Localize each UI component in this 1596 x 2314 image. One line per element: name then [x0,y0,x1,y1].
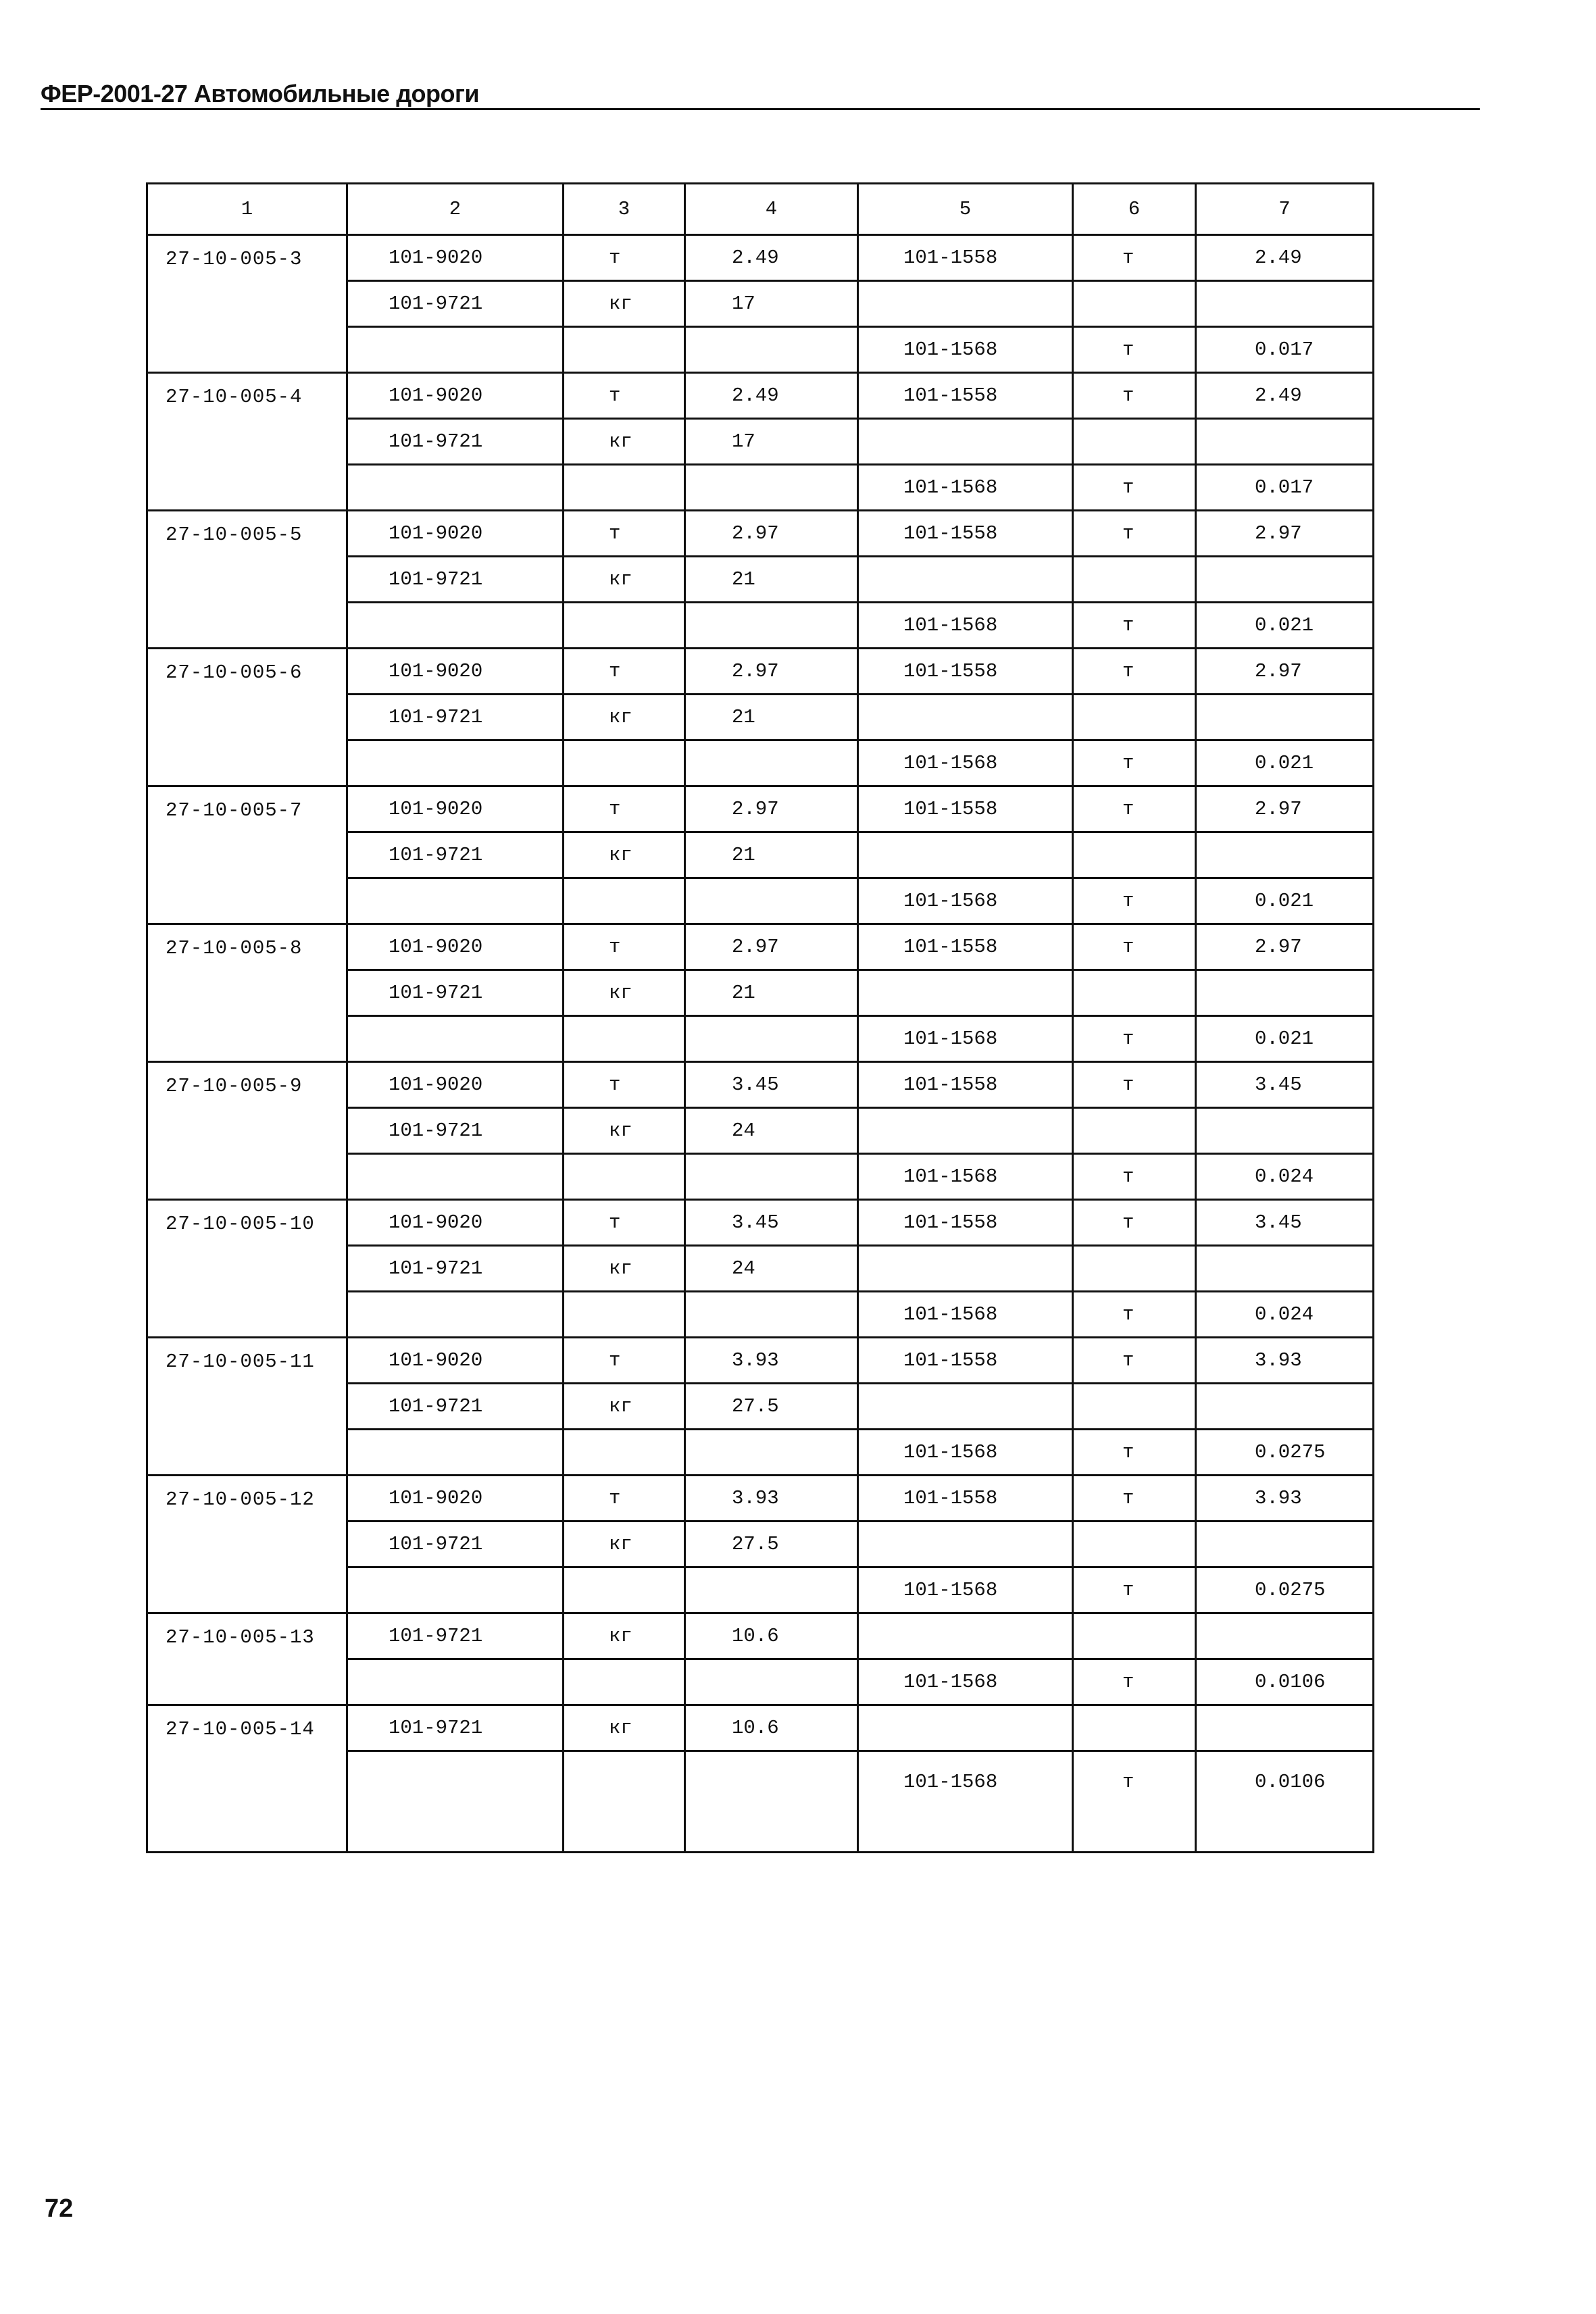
table-cell: т [1073,1659,1196,1705]
table-cell [1073,832,1196,878]
table-cell: т [564,924,685,970]
rate-code-cell: 27-10-005-4 [147,373,347,511]
table-cell: 101-1568 [858,1751,1073,1853]
table-cell: кг [564,1705,685,1751]
table-cell: 101-9721 [347,281,564,327]
table-cell: т [564,1062,685,1108]
table-cell [858,1705,1073,1751]
table-cell [1073,1384,1196,1430]
column-number-cell: 1 [147,184,347,235]
table-cell [347,465,564,511]
table-cell: т [1073,1476,1196,1521]
table-cell: 0.024 [1196,1292,1374,1338]
document-title: ФЕР-2001-27 Автомобильные дороги [41,80,480,107]
table-cell [685,740,858,786]
table-cell [858,1521,1073,1567]
table-cell: 101-1558 [858,1062,1073,1108]
table-cell: 101-1568 [858,1659,1073,1705]
table-cell: 0.024 [1196,1154,1374,1200]
table-cell [1196,1521,1374,1567]
table-cell [1196,1384,1374,1430]
table-cell [1196,1705,1374,1751]
table-cell: 27.5 [685,1521,858,1567]
table-cell: 101-1568 [858,465,1073,511]
table-cell: т [1073,1016,1196,1062]
table-cell [858,419,1073,465]
table-cell: т [1073,786,1196,832]
table-cell: 2.97 [1196,924,1374,970]
rate-code-cell: 27-10-005-9 [147,1062,347,1200]
table-cell: 101-9020 [347,649,564,695]
table-cell: 3.45 [685,1062,858,1108]
table-cell: кг [564,1108,685,1154]
table-cell: 101-9721 [347,832,564,878]
table-cell: т [1073,649,1196,695]
table-cell: 3.45 [1196,1062,1374,1108]
table-row [147,786,1374,832]
table-row [147,511,1374,557]
table-cell [564,1292,685,1338]
table-cell: т [1073,373,1196,419]
table-cell [685,603,858,649]
table-row [147,1613,1374,1659]
table-cell: т [564,511,685,557]
table-cell [685,1154,858,1200]
table-cell [564,878,685,924]
table-row [147,1476,1374,1521]
table-cell [685,878,858,924]
table-cell: 21 [685,970,858,1016]
table-cell: 101-1558 [858,373,1073,419]
table-cell: т [564,1476,685,1521]
table-cell: т [1073,1751,1196,1853]
table-cell: 21 [685,695,858,740]
table-cell [1073,419,1196,465]
table-cell [1196,695,1374,740]
table-cell: т [1073,511,1196,557]
table-cell [347,1292,564,1338]
table-cell: 101-1558 [858,649,1073,695]
table-cell [685,1659,858,1705]
rate-code-cell: 27-10-005-13 [147,1613,347,1705]
table-cell: т [1073,1338,1196,1384]
rate-code-cell: 27-10-005-7 [147,786,347,924]
table-cell [858,1384,1073,1430]
table-cell: 101-9020 [347,511,564,557]
table-cell: 3.45 [685,1200,858,1246]
table-cell: т [1073,1154,1196,1200]
table-cell [858,1108,1073,1154]
table-cell [1196,419,1374,465]
table-cell: 101-1568 [858,740,1073,786]
table-cell: 2.97 [1196,786,1374,832]
table-row [147,373,1374,419]
rate-code-cell: 27-10-005-11 [147,1338,347,1476]
table-cell [1073,281,1196,327]
table-cell [1196,557,1374,603]
table-cell: 101-1568 [858,1292,1073,1338]
table-cell: 0.021 [1196,740,1374,786]
table-cell: 101-9020 [347,1062,564,1108]
table-cell: 2.97 [685,924,858,970]
table-cell: т [1073,1567,1196,1613]
table-cell: 0.017 [1196,465,1374,511]
table-cell: кг [564,1521,685,1567]
table-cell: 17 [685,419,858,465]
table-cell [858,1613,1073,1659]
table-row [147,235,1374,281]
table-cell [685,1567,858,1613]
table-cell: 0.017 [1196,327,1374,373]
rate-code-cell: 27-10-005-12 [147,1476,347,1613]
table-cell: 2.49 [685,373,858,419]
table-cell [685,1751,858,1853]
table-cell [858,832,1073,878]
table-cell: 2.97 [1196,649,1374,695]
table-cell: 3.45 [1196,1200,1374,1246]
table-cell [564,603,685,649]
table-cell [858,281,1073,327]
table-cell: т [564,1338,685,1384]
rate-code-cell: 27-10-005-14 [147,1705,347,1853]
table-cell: кг [564,1384,685,1430]
rate-code-cell: 27-10-005-8 [147,924,347,1062]
table-cell: 2.97 [685,649,858,695]
rate-code-cell: 27-10-005-6 [147,649,347,786]
table-cell: т [564,1200,685,1246]
column-number-cell: 5 [858,184,1073,235]
table-cell [564,465,685,511]
table-cell [564,1430,685,1476]
table-cell [685,1016,858,1062]
table-cell: 101-9020 [347,924,564,970]
table-cell: 101-9721 [347,557,564,603]
table-cell [564,1751,685,1853]
table-cell: 0.021 [1196,878,1374,924]
table-cell: 0.0275 [1196,1430,1374,1476]
rate-code-cell: 27-10-005-3 [147,235,347,373]
table-cell: кг [564,832,685,878]
rate-code-cell: 27-10-005-5 [147,511,347,649]
table-cell [1196,970,1374,1016]
table-cell: 0.0106 [1196,1751,1374,1853]
table-cell: 2.97 [1196,511,1374,557]
table-cell: т [564,786,685,832]
table-cell: 101-1568 [858,1567,1073,1613]
resource-table [146,182,1374,1853]
table-cell: 101-9020 [347,1200,564,1246]
table-cell [685,1292,858,1338]
table-cell: 101-9020 [347,1338,564,1384]
table-cell [1073,557,1196,603]
table-cell: 0.021 [1196,603,1374,649]
table-cell: т [1073,740,1196,786]
table-cell [347,1659,564,1705]
table-cell: 101-9721 [347,419,564,465]
table-cell: 101-9020 [347,235,564,281]
table-cell [1196,832,1374,878]
table-cell: 101-1558 [858,924,1073,970]
table-body [147,184,1374,1853]
table-cell [1073,1108,1196,1154]
table-cell: кг [564,695,685,740]
table-cell [858,970,1073,1016]
table-cell: 101-9721 [347,695,564,740]
table-cell [685,1430,858,1476]
table-row [147,1200,1374,1246]
table-row [147,924,1374,970]
table-cell: 3.93 [1196,1338,1374,1384]
column-number-cell: 7 [1196,184,1374,235]
table-cell [1073,1246,1196,1292]
table-cell: 24 [685,1246,858,1292]
table-cell: т [564,373,685,419]
rate-code-cell: 27-10-005-10 [147,1200,347,1338]
table-cell: кг [564,557,685,603]
table-cell: т [1073,1430,1196,1476]
table-cell: 21 [685,557,858,603]
table-cell [347,1751,564,1853]
table-cell: 0.0106 [1196,1659,1374,1705]
table-cell: 101-1558 [858,1338,1073,1384]
table-cell: т [1073,1062,1196,1108]
table-cell: 0.0275 [1196,1567,1374,1613]
table-cell: 101-1568 [858,1016,1073,1062]
table-cell: 101-9020 [347,786,564,832]
table-cell: т [1073,327,1196,373]
table-cell [347,327,564,373]
table-cell: т [1073,1200,1196,1246]
table-cell: 101-9721 [347,1384,564,1430]
column-number-row [147,184,1374,235]
header-divider [41,108,1480,110]
table-cell [564,1659,685,1705]
table-cell: 2.49 [685,235,858,281]
table-row [147,1705,1374,1751]
table-cell [564,1016,685,1062]
table-cell: 101-1558 [858,511,1073,557]
table-cell [1073,1613,1196,1659]
table-cell: 24 [685,1108,858,1154]
table-cell [1073,970,1196,1016]
table-cell: кг [564,1613,685,1659]
table-cell [858,557,1073,603]
table-cell: 10.6 [685,1705,858,1751]
table-cell [858,1246,1073,1292]
table-cell: 21 [685,832,858,878]
table-cell: 101-1558 [858,1200,1073,1246]
table-cell [685,465,858,511]
table-cell: 101-1568 [858,603,1073,649]
table-cell [347,1430,564,1476]
table-cell: 10.6 [685,1613,858,1659]
table-cell [347,1567,564,1613]
page-number: 72 [45,2194,74,2223]
table-cell: 101-9721 [347,1521,564,1567]
table-cell: 0.021 [1196,1016,1374,1062]
table-cell: 27.5 [685,1384,858,1430]
table-cell [347,1016,564,1062]
table-cell [347,740,564,786]
table-cell: 101-9721 [347,1705,564,1751]
table-cell [1196,1613,1374,1659]
table-cell: 101-1568 [858,878,1073,924]
table-cell: 101-9721 [347,1246,564,1292]
table-cell [1073,1705,1196,1751]
table-cell: 2.97 [685,786,858,832]
table-cell: 17 [685,281,858,327]
table-cell [1196,1108,1374,1154]
column-number-cell: 2 [347,184,564,235]
table-cell: т [564,649,685,695]
table-cell: 101-9721 [347,1613,564,1659]
table-cell [1073,695,1196,740]
table-cell: 3.93 [685,1476,858,1521]
table-cell: кг [564,281,685,327]
table-row [147,1338,1374,1384]
table-cell: 2.49 [1196,373,1374,419]
table-cell: 101-1558 [858,786,1073,832]
table-cell: 101-9020 [347,1476,564,1521]
table-cell [564,740,685,786]
table-row [147,1062,1374,1108]
column-number-cell: 3 [564,184,685,235]
table-cell: т [564,235,685,281]
table-cell [564,327,685,373]
table-cell: 101-1558 [858,235,1073,281]
table-cell: 101-9721 [347,970,564,1016]
table-cell: кг [564,419,685,465]
table-cell: 101-1568 [858,327,1073,373]
table-cell: 101-1568 [858,1154,1073,1200]
table-cell: т [1073,603,1196,649]
table-cell [858,695,1073,740]
table-cell: 101-1568 [858,1430,1073,1476]
table-cell [564,1567,685,1613]
table-cell [347,878,564,924]
table-cell: т [1073,924,1196,970]
table-cell: т [1073,1292,1196,1338]
column-number-cell: 4 [685,184,858,235]
table-row [147,649,1374,695]
table-cell [347,603,564,649]
table-cell: т [1073,878,1196,924]
table-cell: 101-1558 [858,1476,1073,1521]
table-cell: 101-9020 [347,373,564,419]
table-cell: т [1073,465,1196,511]
table-cell [347,1154,564,1200]
table-cell [685,327,858,373]
table-cell [1073,1521,1196,1567]
table-cell: 101-9721 [347,1108,564,1154]
table-cell [1196,1246,1374,1292]
column-number-cell: 6 [1073,184,1196,235]
table-cell: 2.49 [1196,235,1374,281]
table-cell: кг [564,970,685,1016]
table-cell: 3.93 [685,1338,858,1384]
table-cell [1196,281,1374,327]
table-cell: т [1073,235,1196,281]
table-cell: кг [564,1246,685,1292]
table-cell [564,1154,685,1200]
table-cell: 2.97 [685,511,858,557]
table-cell: 3.93 [1196,1476,1374,1521]
